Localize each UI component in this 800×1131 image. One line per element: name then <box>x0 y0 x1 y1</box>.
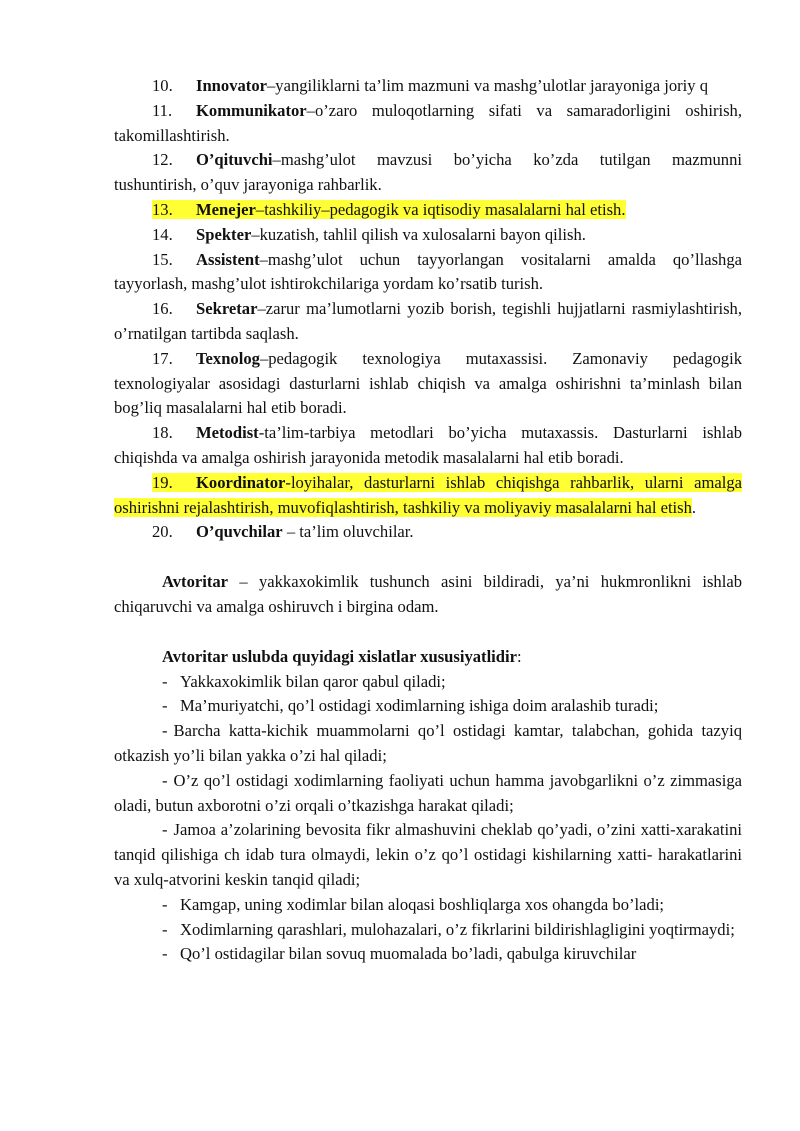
role-item <box>114 99 742 149</box>
role-item-content <box>114 299 742 343</box>
dash-marker: - <box>162 919 168 939</box>
role-item-content <box>114 473 742 517</box>
item-number: 14. <box>152 224 173 244</box>
avtoritar-definition <box>114 570 742 620</box>
role-tail: . <box>691 497 697 517</box>
role-item <box>114 421 742 471</box>
feature-bullet <box>114 719 742 769</box>
avtoritar-text: – yakkaxokimlik tushunch asini bildiradi, ya’ni hukmronlikni ishlab chiqaruvchi va amalga oshiruvch i birgina odam. <box>114 572 742 616</box>
role-description: –yangiliklarni ta’lim mazmuni va mashg’ulotlar jarayoniga joriy q <box>267 76 708 95</box>
feature-bullet <box>114 769 742 819</box>
role-list <box>114 74 742 545</box>
role-term: Sekretar <box>196 299 258 319</box>
features-list <box>114 670 742 968</box>
item-number: 19. <box>152 472 173 492</box>
item-number: 20. <box>152 522 173 542</box>
role-item <box>114 198 742 223</box>
role-description: –tashkiliy–pedagogik va iqtisodiy masalalarni hal etish. <box>255 199 626 219</box>
feature-bullet <box>114 918 742 943</box>
role-item-content <box>152 200 626 219</box>
dash-marker: - <box>162 696 168 716</box>
role-term: Texnolog <box>196 348 260 368</box>
role-item-content <box>114 150 742 194</box>
item-number: 11. <box>152 100 173 120</box>
role-item-content <box>114 250 742 294</box>
role-description: –pedagogik texnologiya mutaxassisi. Zamonaviy pedagogik texnologiyalar asosidagi dasturlarni ishlab chiqish va amalga oshirishni ta’minlash bilan bog’liq masalalarni hal etib boradi. <box>114 348 742 418</box>
dash-marker: - <box>162 770 168 790</box>
features-heading-colon: : <box>517 646 522 666</box>
role-term: Menejer <box>196 199 256 219</box>
feature-text: Ma’muriyatchi, qo’l ostidagi xodimlarning ishiga doim aralashib turadi; <box>180 696 659 716</box>
role-description: –mashg’ulot mavzusi bo’yicha ko’zda tutilgan mazmunni tushuntirish, o’quv jarayoniga rahbarlik. <box>114 150 742 195</box>
feature-bullet <box>114 942 742 967</box>
role-item <box>114 520 742 545</box>
item-number: 12. <box>152 150 173 170</box>
item-number: 13. <box>152 199 173 219</box>
features-heading <box>114 645 742 670</box>
item-number: 18. <box>152 423 173 443</box>
role-item <box>114 297 742 347</box>
feature-bullet <box>114 818 742 892</box>
dash-marker: - <box>162 944 168 964</box>
item-number: 17. <box>152 348 173 368</box>
role-term: Koordinator <box>196 472 286 492</box>
item-number: 10. <box>152 76 173 95</box>
feature-bullet <box>114 670 742 695</box>
role-term: O’quvchilar <box>196 522 283 542</box>
feature-bullet <box>114 893 742 918</box>
role-description: –kuzatish, tahlil qilish va xulosalarni bayon qilish. <box>251 224 586 244</box>
role-item <box>114 74 742 99</box>
role-description: –mashg’ulot uchun tayyorlangan vositalarni amalda qo’llashga tayyorlash, mashg’ulot ishtirokchilariga yordam ko’rsatib turish. <box>114 249 742 294</box>
item-number: 16. <box>152 299 173 319</box>
role-item <box>114 148 742 198</box>
role-item-content <box>152 522 414 541</box>
role-item <box>114 223 742 248</box>
role-description: –o’zaro muloqotlarning sifati va samaradorligini oshirish, takomillashtirish. <box>114 100 742 145</box>
feature-text: Yakkaxokimlik bilan qaror qabul qiladi; <box>180 671 446 691</box>
role-term: Assistent <box>196 249 260 269</box>
spacer <box>114 620 742 645</box>
role-term: Innovator <box>196 76 267 95</box>
role-term: O’qituvchi <box>196 150 273 170</box>
features-heading-text: Avtoritar uslubda quyidagi xislatlar xususiyatlidir <box>162 646 517 666</box>
spacer <box>114 545 742 570</box>
role-term: Kommunikator <box>196 100 307 120</box>
role-term: Metodist <box>196 423 259 443</box>
role-item-content <box>114 101 742 145</box>
feature-bullet <box>114 694 742 719</box>
role-item <box>114 248 742 298</box>
role-item-content <box>152 225 586 244</box>
role-description: -loyihalar, dasturlarni ishlab chiqishga rahbarlik, ularni amalga oshirishni rejalashtirish, muvofiqlashtirish, tashkiliy va moliyaviy masalalarni hal etish <box>114 472 742 517</box>
role-description: –zarur ma’lumotlarni yozib borish, tegishli hujjatlarni rasmiylashtirish, o’rnatilgan tartibda saqlash. <box>114 299 742 343</box>
role-term: Spekter <box>196 224 252 244</box>
dash-marker: - <box>162 671 168 691</box>
feature-text: Jamoa a’zolarining bevosita fikr almashuvini cheklab qo’yadi, o’zini xatti-xarakatini tanqid qilishiga ch idab tura olmaydi, lekin o’z qo’l ostidagi kishilarning xatti- harakatlarini va xulq-atvorini keskin tanqid qiladi; <box>114 820 742 889</box>
role-description: -ta’lim-tarbiya metodlari bo’yicha mutaxassis. Dasturlarni ishlab chiqishda va amalga oshirish jarayonida metodik masalalarni hal etib boradi. <box>114 423 742 467</box>
feature-text: O’z qo’l ostidagi xodimlarning faoliyati uchun hamma javobgarlikni o’z zimmasiga oladi, butun axborotni o’zi orqali o’tkazishga harakat qiladi; <box>114 770 742 815</box>
role-item <box>114 471 742 521</box>
dash-marker: - <box>162 820 168 840</box>
feature-text: Xodimlarning qarashlari, mulohazalari, o’z fikrlarini bildirishlagligini yoqtirmaydi; <box>180 919 735 939</box>
role-item-content <box>152 76 708 95</box>
feature-text: Kamgap, uning xodimlar bilan aloqasi boshliqlarga xos ohangda bo’ladi; <box>180 894 665 914</box>
avtoritar-term: Avtoritar <box>162 572 229 592</box>
feature-text: Qo’l ostidagilar bilan sovuq muomalada bo’ladi, qabulga kiruvchilar <box>180 944 637 964</box>
item-number: 15. <box>152 249 173 269</box>
document-page <box>114 74 742 967</box>
role-item-content <box>114 349 742 418</box>
role-description: – ta’lim oluvchilar. <box>282 522 414 542</box>
dash-marker: - <box>162 721 168 741</box>
role-item-content <box>114 423 742 467</box>
feature-text: Barcha katta-kichik muammolarni qo’l ostidagi kamtar, talabchan, gohida tazyiq otkazish yo’li bilan yakka o’zi hal qiladi; <box>114 721 742 765</box>
role-item <box>114 347 742 421</box>
dash-marker: - <box>162 894 168 914</box>
